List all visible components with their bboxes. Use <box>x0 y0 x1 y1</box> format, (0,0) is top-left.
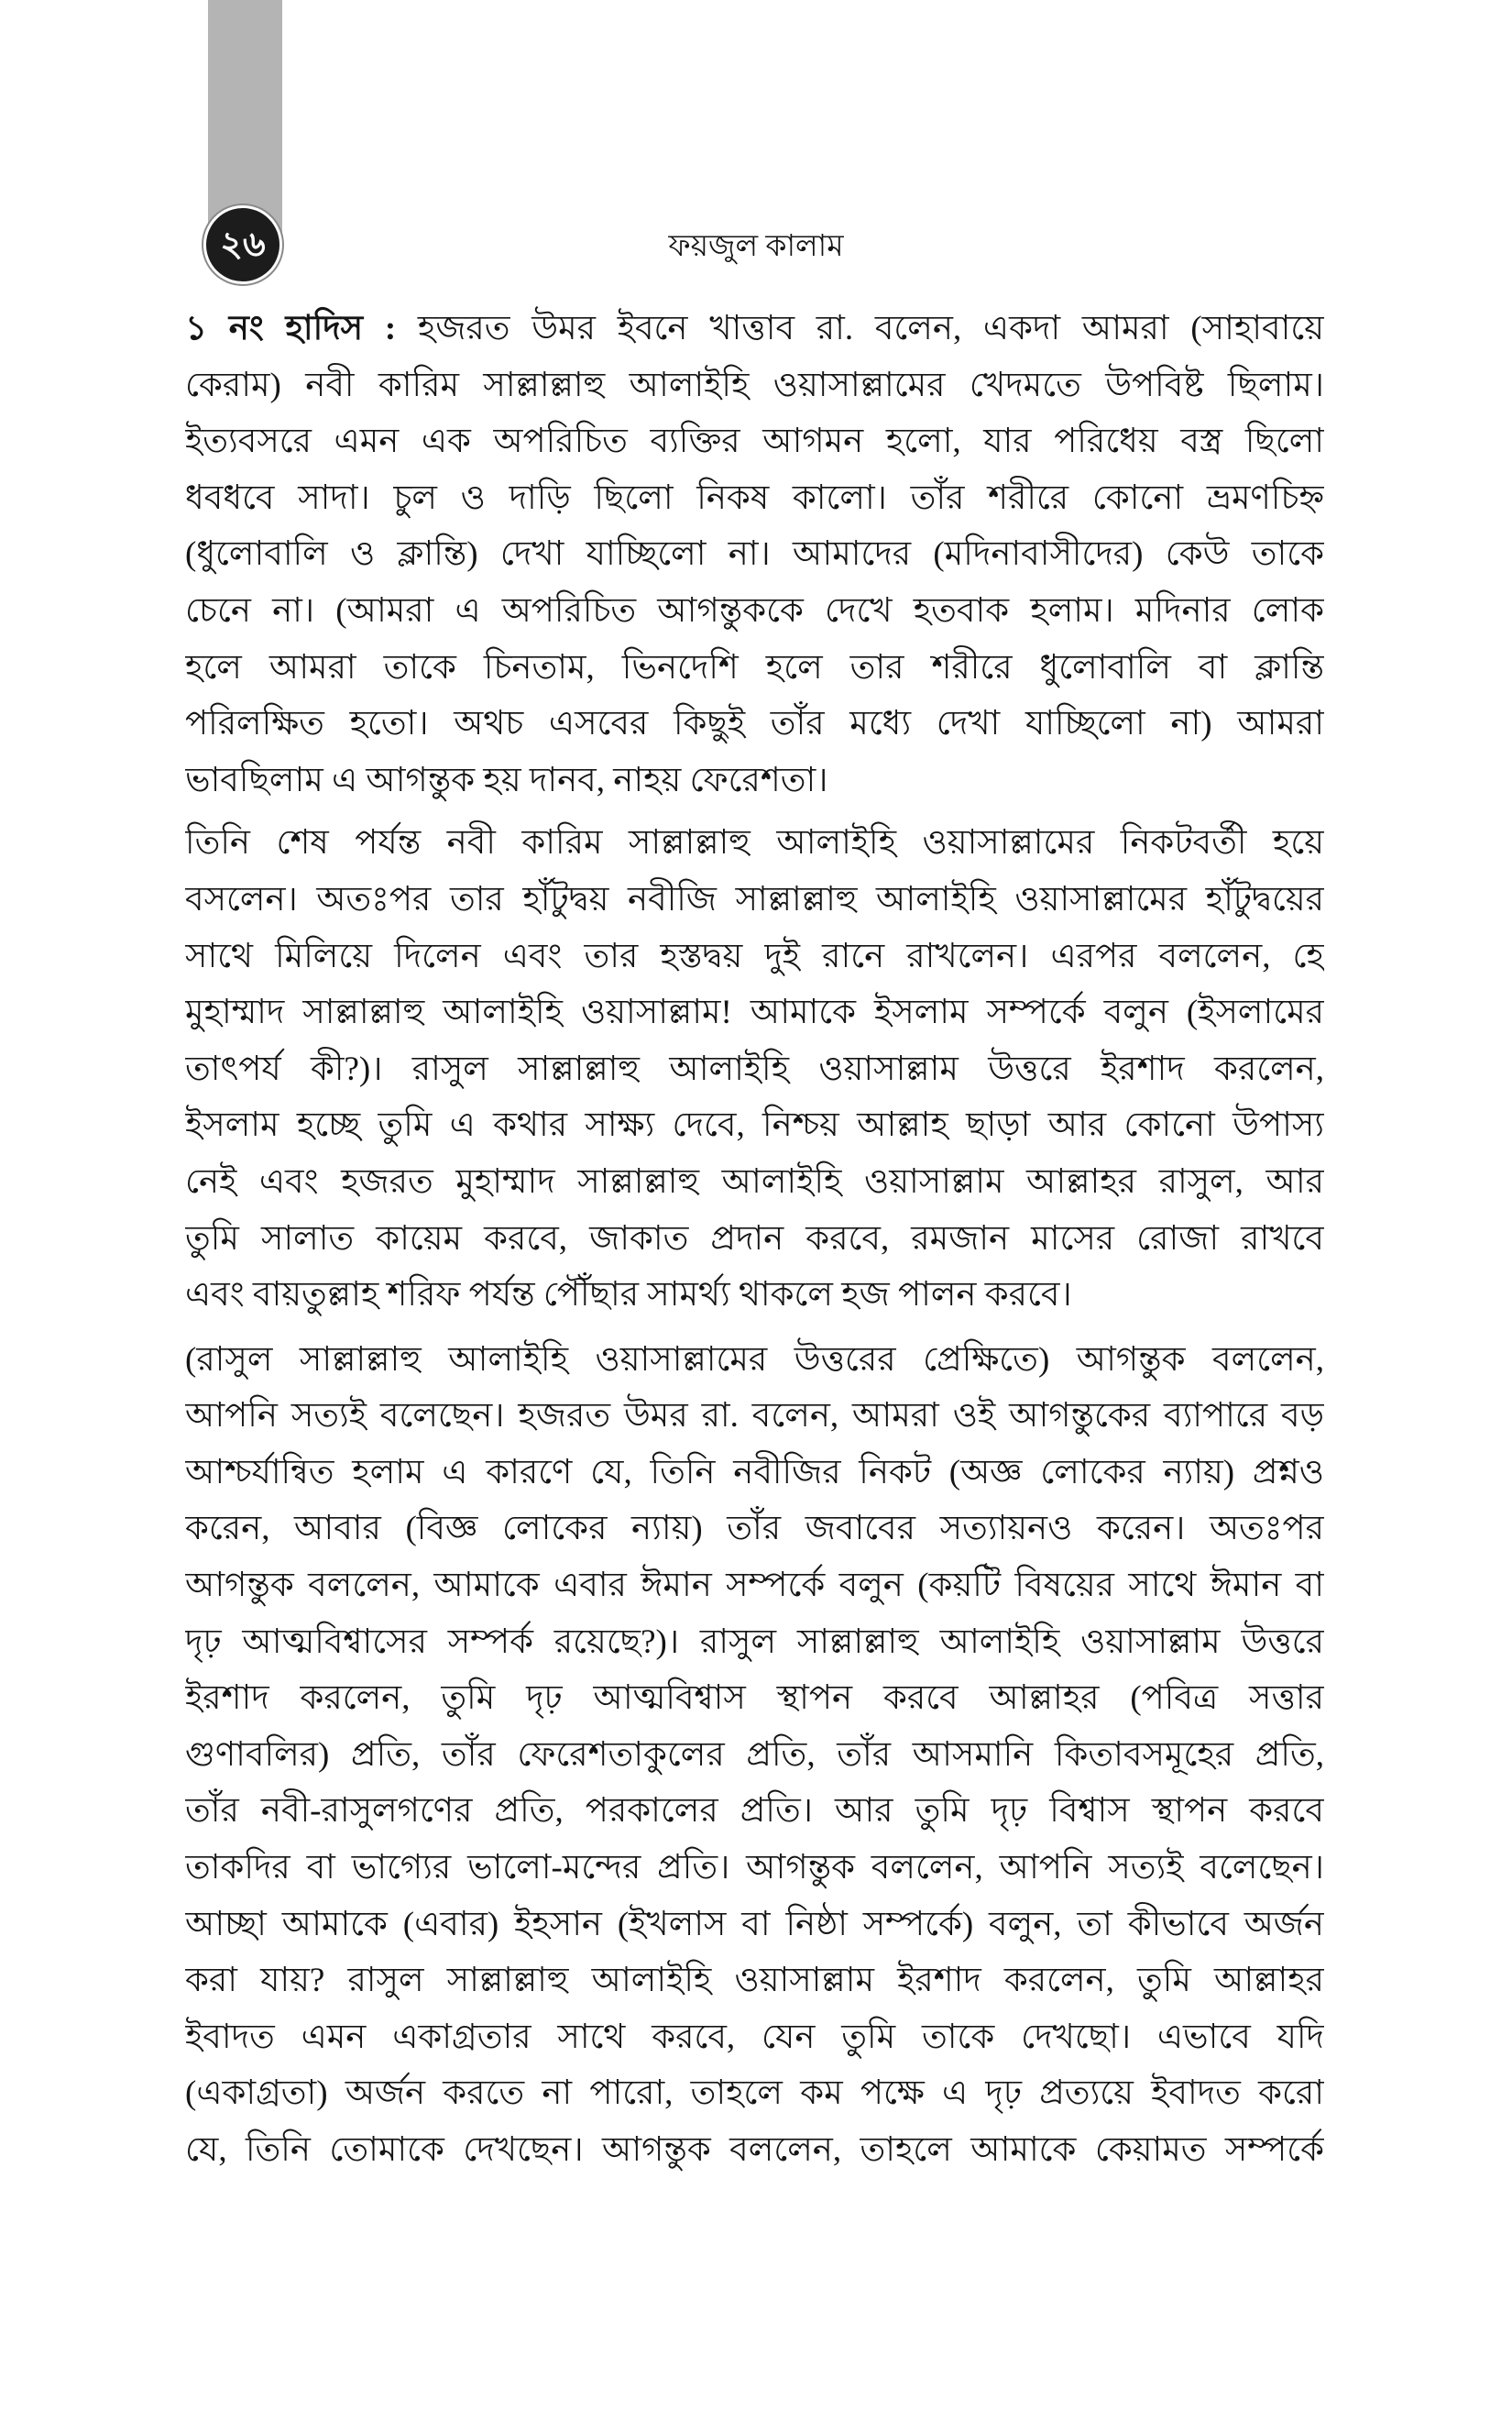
text-line: পরিলক্ষিত হতো। অথচ এসবের কিছুই তাঁর মধ্যে দেখা যাচ্ছিলো না) আমরা <box>185 705 1324 743</box>
text-line: তুমি সালাত কায়েম করবে, জাকাত প্রদান করবে, রমজান মাসের রোজা রাখবে <box>185 1219 1324 1258</box>
text-line: সাথে মিলিয়ে দিলেন এবং তার হস্তদ্বয় দুই রানে রাখলেন। এরপর বললেন, হে <box>185 937 1324 975</box>
text-line: ইবাদত এমন একাগ্রতার সাথে করবে, যেন তুমি তাকে দেখছো। এভাবে যদি <box>185 2018 1324 2056</box>
text-line: ইত্যবসরে এমন এক অপরিচিত ব্যক্তির আগমন হলো, যার পরিধেয় বস্ত্র ছিলো <box>185 423 1324 461</box>
paragraph <box>185 301 1324 808</box>
paragraph <box>185 815 1324 1323</box>
text-line: নেই এবং হজরত মুহাম্মাদ সাল্লাল্লাহু আলাইহি ওয়াসাল্লাম আল্লাহর রাসুল, আর <box>185 1162 1324 1201</box>
running-head: ফয়জুল কালাম <box>668 230 844 263</box>
text-line: ভাবছিলাম এ আগন্তুক হয় দানব, নাহয় ফেরেশতা। <box>185 761 828 799</box>
text-line: তাৎপর্য কী?)। রাসুল সাল্লাল্লাহু আলাইহি ওয়াসাল্লাম উত্তরে ইরশাদ করলেন, <box>185 1050 1324 1088</box>
text-line: করেন, আবার (বিজ্ঞ লোকের ন্যায়) তাঁর জবাবের সত্যায়নও করেন। অতঃপর <box>185 1510 1324 1548</box>
text-line: দৃঢ় আত্মবিশ্বাসের সম্পর্ক রয়েছে?)। রাসুল সাল্লাল্লাহু আলাইহি ওয়াসাল্লাম উত্তরে <box>185 1622 1324 1661</box>
text-line: বসলেন। অতঃপর তার হাঁটুদ্বয় নবীজি সাল্লাল্লাহু আলাইহি ওয়াসাল্লামের হাঁটুদ্বয়ের <box>185 880 1324 918</box>
text-line: কেরাম) নবী কারিম সাল্লাল্লাহু আলাইহি ওয়াসাল্লামের খেদমতে উপবিষ্ট ছিলাম। <box>185 366 1324 404</box>
body-text <box>185 301 1324 2179</box>
text-line: মুহাম্মাদ সাল্লাল্লাহু আলাইহি ওয়াসাল্লাম! আমাকে ইসলাম সম্পর্কে বলুন (ইসলামের <box>185 994 1324 1032</box>
text-line: (রাসুল সাল্লাল্লাহু আলাইহি ওয়াসাল্লামের উত্তরের প্রেক্ষিতে) আগন্তুক বললেন, <box>185 1340 1324 1379</box>
text-line: হলে আমরা তাকে চিনতাম, ভিনদেশি হলে তার শরীরে ধুলোবালি বা ক্লান্তি <box>185 648 1324 687</box>
page-number: ২৬ <box>220 226 266 264</box>
text-line: (একাগ্রতা) অর্জন করতে না পারো, তাহলে কম পক্ষে এ দৃঢ় প্রত্যয়ে ইবাদত করো <box>185 2074 1324 2113</box>
text-line: আচ্ছা আমাকে (এবার) ইহসান (ইখলাস বা নিষ্ঠা সম্পর্কে) বলুন, তা কীভাবে অর্জন <box>185 1905 1324 1943</box>
text-line: যে, তিনি তোমাকে দেখছেন। আগন্তুক বললেন, তাহলে আমাকে কেয়ামত সম্পর্কে <box>185 2131 1324 2169</box>
text-line: গুণাবলির) প্রতি, তাঁর ফেরেশতাকুলের প্রতি, তাঁর আসমানি কিতাবসমূহের প্রতি, <box>185 1735 1324 1774</box>
text-line: তাঁর নবী-রাসুলগণের প্রতি, পরকালের প্রতি। আর তুমি দৃঢ় বিশ্বাস স্থাপন করবে <box>185 1792 1324 1831</box>
text-line: ইসলাম হচ্ছে তুমি এ কথার সাক্ষ্য দেবে, নিশ্চয় আল্লাহ ছাড়া আর কোনো উপাস্য <box>185 1106 1324 1145</box>
text-line: আপনি সত্যই বলেছেন। হজরত উমর রা. বলেন, আমরা ওই আগন্তুকের ব্যাপারে বড় <box>185 1397 1324 1436</box>
text-line: এবং বায়তুল্লাহ শরিফ পর্যন্ত পৌঁছার সামর্থ্য থাকলে হজ পালন করবে। <box>185 1276 1072 1314</box>
text-line: করা যায়? রাসুল সাল্লাল্লাহু আলাইহি ওয়াসাল্লাম ইরশাদ করলেন, তুমি আল্লাহর <box>185 1962 1324 2000</box>
text-line: তিনি শেষ পর্যন্ত নবী কারিম সাল্লাল্লাহু আলাইহি ওয়াসাল্লামের নিকটবর্তী হয়ে <box>185 824 1324 863</box>
text-line: তাকদির বা ভাগ্যের ভালো-মন্দের প্রতি। আগন্তুক বললেন, আপনি সত্যই বলেছেন। <box>185 1849 1324 1887</box>
text-line-content: হজরত উমর ইবনে খাত্তাব রা. বলেন, একদা আমরা (সাহাবায়ে <box>417 310 1324 347</box>
text-line: চেনে না। (আমরা এ অপরিচিত আগন্তুককে দেখে হতবাক হলাম। মদিনার লোক <box>185 591 1324 630</box>
text-line: ধবধবে সাদা। চুল ও দাড়ি ছিলো নিকষ কালো। তাঁর শরীরে কোনো ভ্রমণচিহ্ন <box>185 478 1324 517</box>
text-line <box>185 301 1324 358</box>
text-line: আশ্চর্যান্বিত হলাম এ কারণে যে, তিনি নবীজির নিকট (অজ্ঞ লোকের ন্যায়) প্রশ্নও <box>185 1453 1324 1491</box>
margin-tab <box>208 0 282 240</box>
text-line: ইরশাদ করলেন, তুমি দৃঢ় আত্মবিশ্বাস স্থাপন করবে আল্লাহর (পবিত্র সত্তার <box>185 1679 1324 1718</box>
text-line: (ধুলোবালি ও ক্লান্তি) দেখা যাচ্ছিলো না। আমাদের (মদিনাবাসীদের) কেউ তাকে <box>185 535 1324 574</box>
paragraph <box>185 1332 1324 2179</box>
text-line: আগন্তুক বললেন, আমাকে এবার ঈমান সম্পর্কে বলুন (কয়টি বিষয়ের সাথে ঈমান বা <box>185 1567 1324 1605</box>
hadith-number-label: ১ নং হাদিস : <box>185 310 397 347</box>
